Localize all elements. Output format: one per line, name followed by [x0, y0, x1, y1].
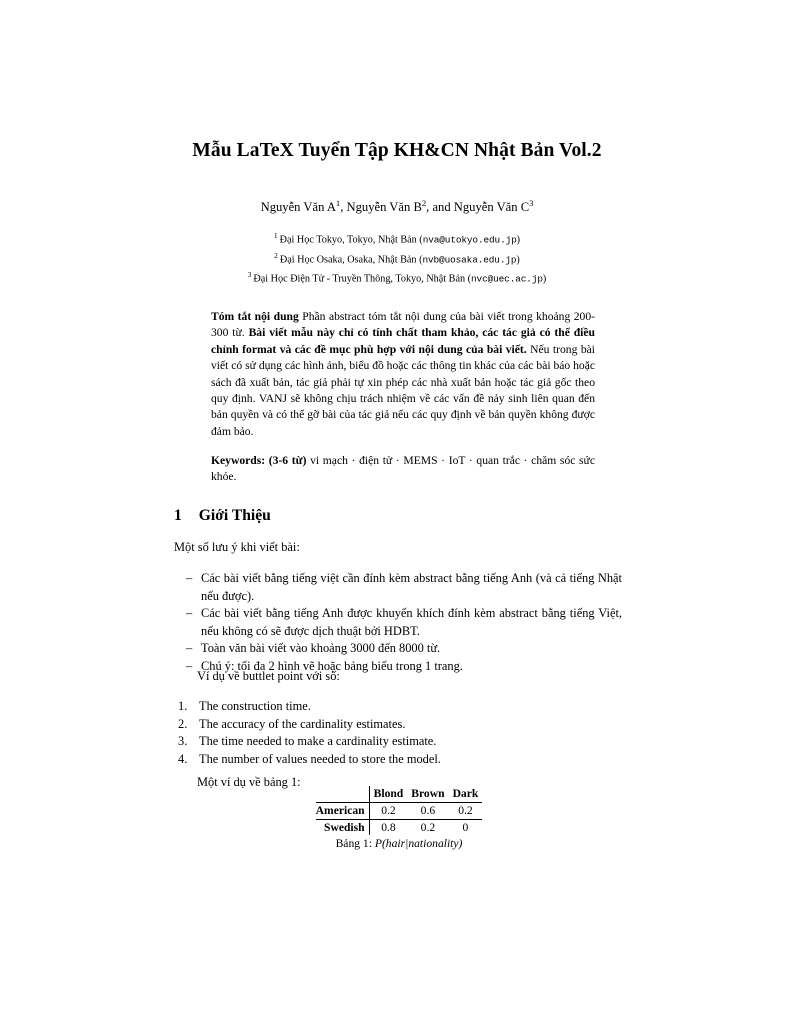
list-item-number: 4. [178, 751, 188, 766]
section-title: Giới Thiệu [198, 507, 271, 524]
section-number: 1 [174, 507, 182, 524]
affiliation-marker: 2 [274, 250, 278, 260]
affiliation-marker: 1 [273, 231, 278, 240]
list-item-text: The time needed to make a cardinality estimate. [199, 734, 437, 749]
table-column-header: Dark [449, 786, 483, 802]
table-row-label: Swedish [316, 819, 369, 835]
table-cell: 0.6 [407, 802, 448, 819]
table-intro-paragraph: Một ví dụ về bảng 1: [197, 775, 301, 789]
list-item-text: Chú ý: tối đa 2 hình vẽ hoặc bảng biểu trong 1 trang. [201, 658, 463, 673]
keywords-items: vi mạch · điện tử · MEMS · IoT · quan trắc · chăm sóc sức khỏe. [211, 454, 595, 484]
affiliation-list [97, 228, 697, 287]
list-item [186, 570, 622, 605]
table-column-header: Brown [407, 786, 448, 802]
abstract-label: Tóm tắt nội dung [211, 310, 299, 323]
table-cell: 0.8 [381, 820, 396, 834]
list-item [186, 605, 622, 640]
author-affil-marker-c: 3 [529, 198, 534, 208]
affiliation-paren-close: ) [516, 253, 520, 265]
affiliation-email[interactable]: nvb@uosaka.edu.jp [422, 253, 517, 265]
numbered-list-intro: Ví dụ về buttlet point với số: [197, 669, 340, 683]
table-row-label: American [316, 802, 369, 819]
author-separator-1: , [340, 200, 347, 215]
author-name-a: Nguyễn Văn A [260, 200, 336, 215]
affiliation-item [97, 267, 697, 287]
author-affil-marker-b: 2 [421, 198, 427, 208]
affiliation-email[interactable]: nva@utokyo.edu.jp [422, 234, 517, 246]
author-name-b: Nguyễn Văn B [346, 200, 422, 215]
author-list [97, 198, 697, 215]
list-item-number: 2. [178, 716, 188, 731]
affiliation-item [97, 228, 697, 248]
keywords-count-hint: (3-6 từ) [268, 454, 307, 467]
list-item-number: 3. [178, 734, 188, 749]
author-name-c: Nguyễn Văn C [453, 200, 530, 215]
list-item [178, 716, 618, 734]
list-item-text: Toàn văn bài viết vào khoảng 3000 đến 8000 từ. [201, 641, 441, 656]
section-intro-paragraph: Một số lưu ý khi viết bài: [174, 540, 300, 554]
list-item-text: The number of values needed to store the model. [199, 751, 441, 766]
dash-bullet-icon: – [186, 606, 193, 621]
table-row [316, 819, 483, 835]
list-item-text: The accuracy of the cardinality estimates. [199, 716, 406, 731]
list-item-number: 1. [178, 699, 188, 713]
list-item [186, 640, 622, 658]
abstract-text-part1: Phần abstract tóm tắt nội dung của bài viết trong khoảng 200-300 từ. [211, 310, 595, 340]
affiliation-paren-close: ) [542, 273, 547, 285]
dash-bullet-icon: – [186, 571, 193, 585]
affiliation-marker: 3 [247, 270, 252, 280]
table-cell: 0.2 [420, 820, 436, 834]
list-item-text: The construction time. [199, 699, 311, 713]
numbered-list [178, 698, 618, 768]
list-item [178, 751, 618, 769]
list-item-text: Các bài viết bằng tiếng việt cần đính kèm abstract bằng tiếng Anh (và cả tiếng Nhật nếu được). [201, 571, 622, 603]
page-title: Mẫu LaTeX Tuyển Tập KH&CN Nhật Bản Vol.2 [192, 140, 602, 161]
table-cell: 0 [462, 820, 469, 834]
table-cell: 0.2 [369, 802, 407, 819]
abstract-bold-emphasis: Bài viết mẫu này chỉ có tính chất tham khảo, các tác giả có thể điều chỉnh format và các đề mục phù hợp với nội dung của bài viết. [211, 326, 596, 356]
dash-bullet-icon: – [186, 658, 193, 673]
dash-list [186, 570, 622, 676]
keywords-block [211, 453, 595, 486]
dash-bullet-icon: – [186, 641, 193, 656]
table-caption [306, 837, 492, 850]
list-item [178, 733, 618, 751]
affiliation-text: Đại Học Osaka, Osaka, Nhật Bản ( [279, 253, 423, 265]
table-cell: 0.2 [449, 802, 483, 819]
table-corner-cell [316, 786, 369, 802]
author-separator-2: , and [426, 200, 454, 215]
table-caption-math: P(hair|nationality) [374, 837, 463, 851]
table-block [306, 786, 492, 850]
abstract-block [211, 309, 595, 440]
affiliation-text: Đại Học Tokyo, Tokyo, Nhật Bản ( [279, 234, 423, 246]
affiliation-item [97, 248, 697, 268]
probability-table [316, 786, 483, 835]
list-item-text: Các bài viết bằng tiếng Anh được khuyến khích đính kèm abstract bằng tiếng Việt, nếu không có sẽ được dịch thuật bởi HDBT. [201, 606, 622, 638]
list-item [178, 698, 618, 716]
table-row [316, 802, 483, 819]
section-heading [174, 507, 271, 525]
author-affil-marker-a: 1 [335, 198, 341, 208]
affiliation-paren-close: ) [516, 234, 521, 246]
keywords-label: Keywords: [211, 454, 266, 467]
abstract-text-part2: Nếu trong bài viết có sử dụng các hình ảnh, biểu đồ hoặc các thông tin khác của các bài báo hoặc sách đã xuất bản, tác giả phải tự xin phép các nhà xuất bản hoặc tác giả gốc theo quy định. VANJ sẽ không chịu trách nhiệm về các vấn đề nảy sinh liên quan đến bản quyền và có thể gỡ bài của tác giả nếu các quy định về bản quyền không được đảm bảo. [211, 342, 595, 438]
affiliation-text: Đại Học Điện Tử - Truyền Thông, Tokyo, Nhật Bản ( [253, 273, 472, 285]
table-column-header: Blond [369, 786, 407, 802]
table-header-row [316, 786, 483, 802]
table-caption-label: Bảng 1: [335, 837, 372, 851]
affiliation-email[interactable]: nvc@uec.ac.jp [471, 273, 543, 285]
